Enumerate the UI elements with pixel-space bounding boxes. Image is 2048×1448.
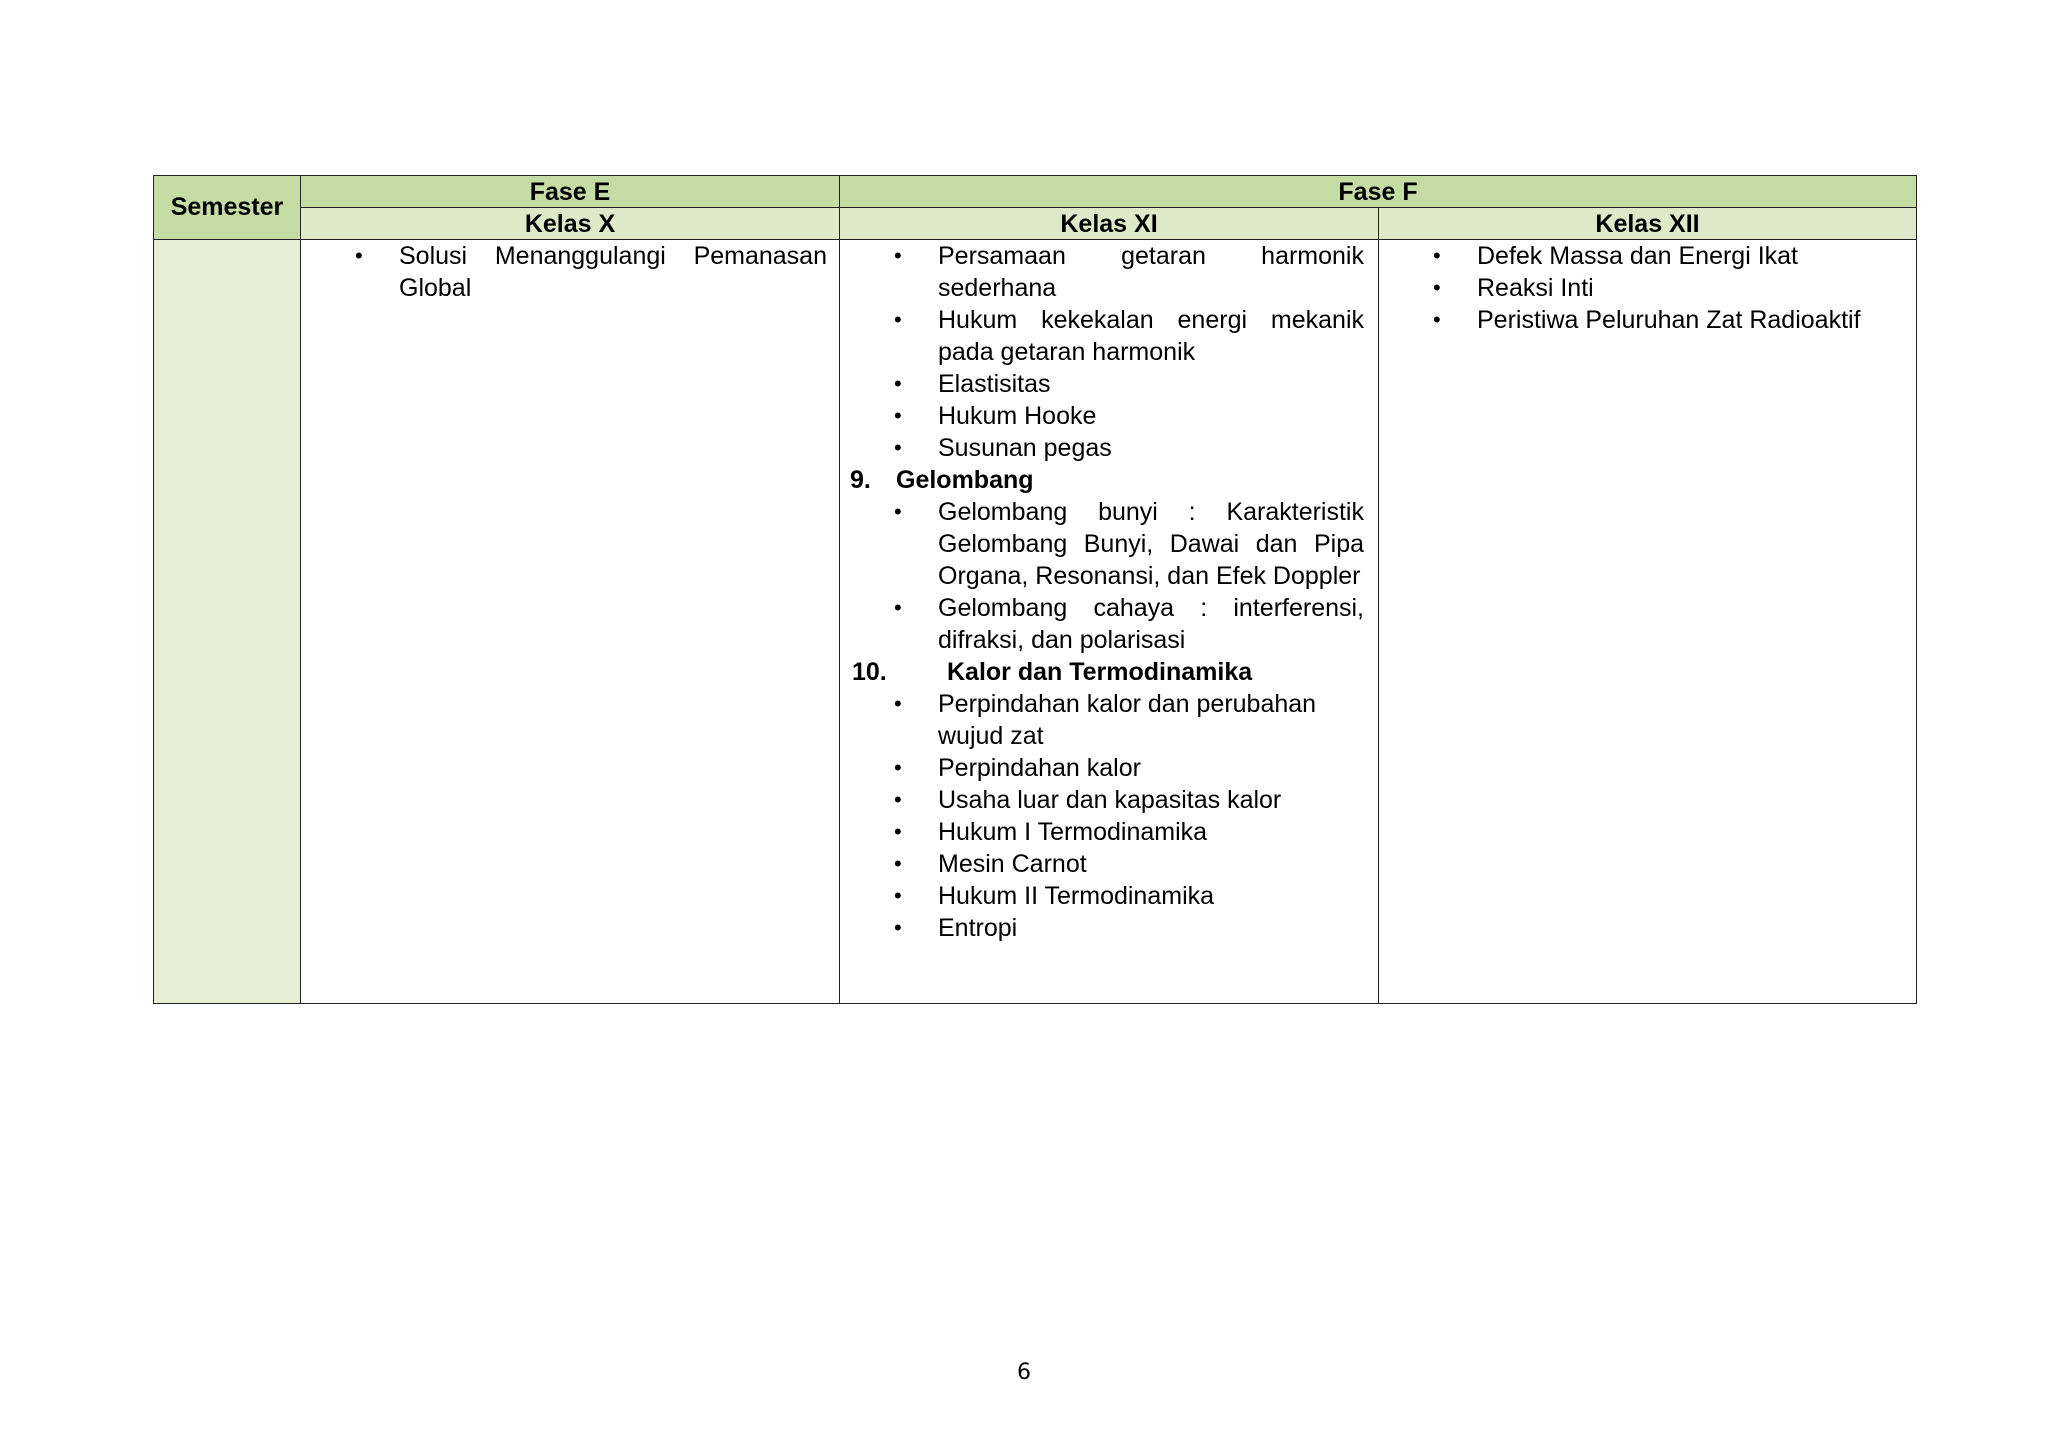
item-text: Defek Massa dan Energi Ikat	[1477, 242, 1798, 270]
list-item	[840, 432, 1378, 464]
list-item	[301, 240, 839, 304]
kelas-xii-list	[1379, 240, 1916, 336]
bullet-icon: •	[894, 915, 902, 940]
list-item	[840, 752, 1378, 784]
bullet-icon: •	[894, 307, 902, 332]
list-item	[840, 400, 1378, 432]
bullet-icon: •	[894, 243, 902, 268]
header-row-fase	[154, 176, 1917, 208]
fase-e-header: Fase E	[301, 176, 840, 208]
item-text: Persamaan getaran harmonik sederhana	[938, 242, 1364, 302]
section-number: 10.	[852, 658, 887, 686]
bullet-icon: •	[894, 883, 902, 908]
header-row-kelas	[154, 208, 1917, 240]
item-text: Hukum kekekalan energi mekanik pada getaran harmonik	[938, 306, 1364, 366]
kelas-xi-cell	[840, 240, 1379, 1004]
bullet-icon: •	[894, 403, 902, 428]
page-number: 6	[1017, 1360, 1031, 1385]
bullet-icon: •	[894, 499, 902, 524]
semester-header: Semester	[154, 176, 301, 240]
item-text: Hukum Hooke	[938, 402, 1097, 430]
kelas-xii-header: Kelas XII	[1379, 208, 1917, 240]
item-text: Gelombang cahaya : interferensi, difraksi, dan polarisasi	[938, 594, 1364, 654]
bullet-icon: •	[894, 435, 902, 460]
item-text: Usaha luar dan kapasitas kalor	[938, 786, 1282, 814]
kelas-xi-top-list	[840, 240, 1378, 464]
section-heading-gelombang	[840, 464, 1378, 496]
bullet-icon: •	[1433, 243, 1441, 268]
list-item	[840, 368, 1378, 400]
bullet-icon: •	[894, 691, 902, 716]
bullet-icon: •	[1433, 307, 1441, 332]
section-heading-kalor	[840, 656, 1378, 688]
item-text: Perpindahan kalor	[938, 754, 1141, 782]
item-text: Solusi Menanggulangi Pemanasan Global	[399, 242, 827, 302]
list-item	[840, 240, 1378, 304]
semester-cell	[154, 240, 301, 1004]
content-row	[154, 240, 1917, 1004]
list-item	[840, 688, 1378, 752]
item-text: Hukum II Termodinamika	[938, 882, 1215, 910]
list-item	[840, 496, 1378, 592]
bullet-icon: •	[894, 371, 902, 396]
kelas-x-cell	[301, 240, 840, 1004]
item-text: Mesin Carnot	[938, 850, 1087, 878]
list-item	[840, 816, 1378, 848]
fase-f-header: Fase F	[840, 176, 1917, 208]
list-item	[1379, 272, 1916, 304]
item-text: Hukum I Termodinamika	[938, 818, 1208, 846]
list-item	[1379, 240, 1916, 272]
list-item	[840, 912, 1378, 944]
list-item	[840, 304, 1378, 368]
kalor-list	[840, 688, 1378, 944]
item-text: Peristiwa Peluruhan Zat Radioaktif	[1477, 306, 1861, 334]
item-text: Entropi	[938, 914, 1018, 942]
gelombang-list	[840, 496, 1378, 656]
bullet-icon: •	[894, 595, 902, 620]
list-item	[840, 880, 1378, 912]
kelas-xii-cell	[1379, 240, 1917, 1004]
item-text: Elastisitas	[938, 370, 1051, 398]
list-item	[840, 784, 1378, 816]
list-item	[840, 592, 1378, 656]
kelas-xi-header: Kelas XI	[840, 208, 1379, 240]
list-item	[840, 848, 1378, 880]
item-text: Reaksi Inti	[1477, 274, 1594, 302]
item-text: Perpindahan kalor dan perubahan wujud zat	[938, 690, 1317, 750]
bullet-icon: •	[894, 787, 902, 812]
item-text: Susunan pegas	[938, 434, 1112, 462]
curriculum-table	[153, 175, 1917, 1004]
list-item	[1379, 304, 1916, 336]
bullet-icon: •	[894, 819, 902, 844]
bullet-icon: •	[894, 851, 902, 876]
kelas-x-header: Kelas X	[301, 208, 840, 240]
bullet-icon: •	[1433, 275, 1441, 300]
section-number: 9.	[850, 466, 871, 494]
section-title: Kalor dan Termodinamika	[947, 658, 1253, 686]
item-text: Gelombang bunyi : Karakteristik Gelombang Bunyi, Dawai dan Pipa Organa, Resonansi, dan Efek Doppler	[938, 498, 1364, 590]
bullet-icon: •	[894, 755, 902, 780]
bullet-icon: •	[355, 243, 363, 268]
section-title: Gelombang	[896, 466, 1034, 494]
kelas-x-list	[301, 240, 839, 304]
